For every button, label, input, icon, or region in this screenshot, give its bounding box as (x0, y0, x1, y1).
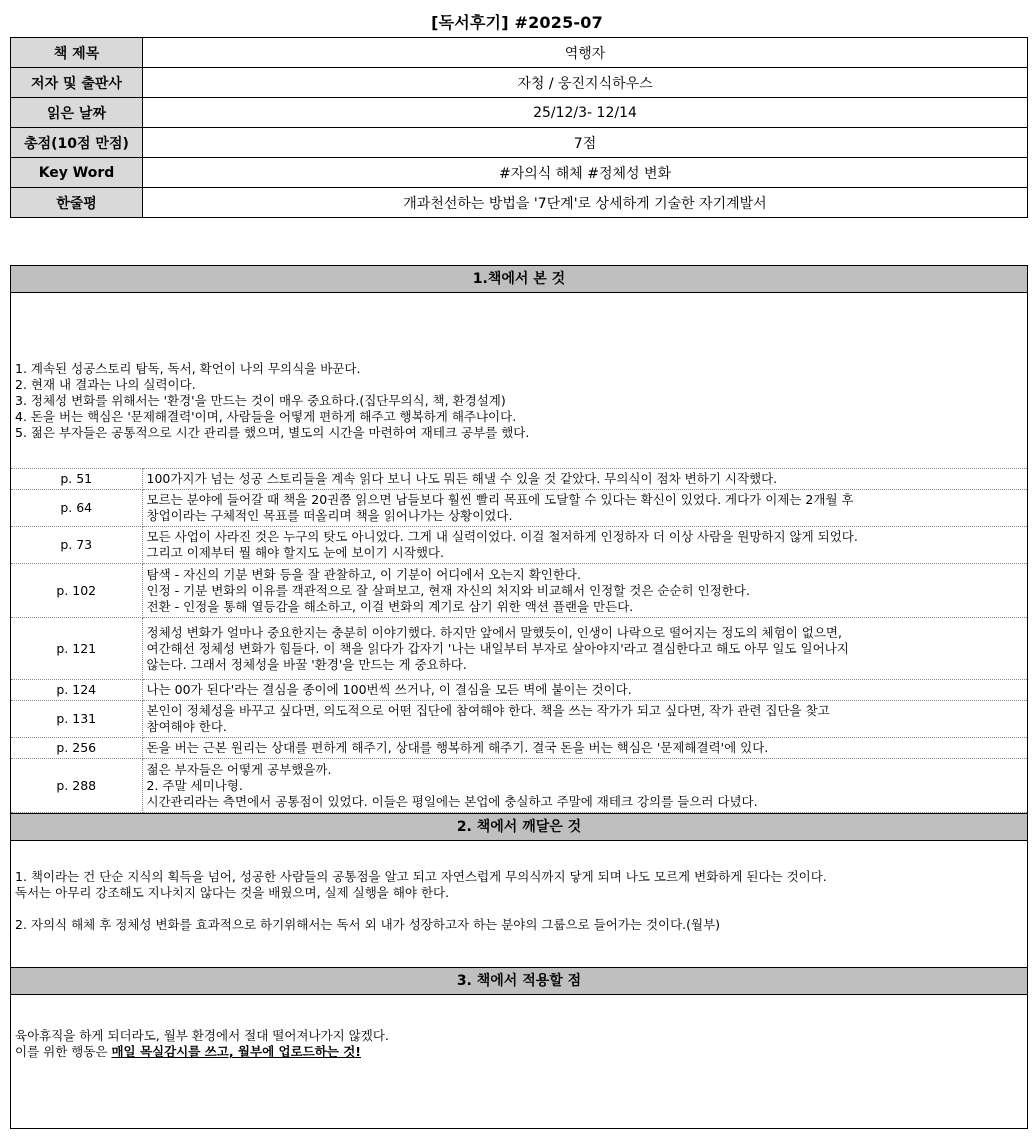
quote-line: 전환 - 인정을 통해 열등감을 해소하고, 이걸 변화의 계기로 삼기 위한 액션 플랜을 만든다. (146, 598, 634, 614)
quote-line: 시간관리라는 측면에서 공통점이 있었다. 이들은 평일에는 본업에 충실하고 주말에 재테크 강의를 들으러 다녔다. (146, 793, 758, 809)
review-body (10, 265, 1028, 1129)
quote-row (11, 618, 1027, 680)
quote-line: 모르는 분야에 들어갈 때 책을 20권쯤 읽으면 남들보다 훨씬 빨리 목표에 도달할 수 있다는 확신이 있었다. 게다가 이제는 2개월 후 (146, 492, 854, 507)
point-item: 4. 돈을 버는 핵심은 '문제해결력'이며, 사람들을 어떻게 편하게 해주고 행복하게 해주냐이다. (15, 409, 517, 424)
info-row (11, 188, 1028, 218)
quote-page: p. 102 (11, 564, 142, 618)
info-label: 읽은 날짜 (11, 98, 143, 128)
quote-text (142, 469, 1027, 490)
quote-page: p. 131 (11, 701, 142, 738)
point-item: 3. 정체성 변화를 위해서는 '환경'을 만드는 것이 매우 중요하다.(집단무의식, 책, 환경설계) (15, 393, 506, 408)
quote-line: 인정 - 기분 변화의 이유를 객관적으로 잘 살펴보고, 현재 자신의 처지와 비교해서 인정할 것은 순순히 인정한다. (146, 582, 750, 598)
info-value: 역행자 (143, 38, 1028, 68)
apply-line: 육아휴직을 하게 되더라도, 월부 환경에서 절대 떨어져나가지 않겠다. (15, 1028, 389, 1043)
info-label: 총점(10점 만점) (11, 128, 143, 158)
section2-body (11, 841, 1027, 967)
quote-line: 젊은 부자들은 어떻게 공부했을까. (146, 761, 332, 777)
info-row (11, 98, 1028, 128)
quote-row (11, 701, 1027, 738)
quote-page: p. 124 (11, 680, 142, 701)
quote-text (142, 701, 1027, 738)
insight-line (15, 901, 1023, 917)
point-item: 5. 젊은 부자들은 공통적으로 시간 관리를 했으며, 별도의 시간을 마련하여 재테크 공부를 했다. (15, 425, 530, 440)
info-value: 개과천선하는 방법을 '7단계'로 상세하게 기술한 자기계발서 (143, 188, 1028, 218)
page-title: [독서후기] #2025-07 (431, 13, 603, 32)
quote-line: 않는다. 그래서 정체성을 바꿀 '환경'을 만드는 게 중요하다. (146, 656, 467, 672)
section1-points (11, 293, 1027, 468)
book-info-table (10, 37, 1028, 218)
quote-row (11, 490, 1027, 527)
section3-heading: 3. 책에서 적용할 점 (11, 967, 1027, 995)
quote-line: 본인이 정체성을 바꾸고 싶다면, 의도적으로 어떤 집단에 참여해야 한다. 책을 쓰는 작가가 되고 싶다면, 작가 관련 집단을 찾고 (146, 703, 830, 718)
info-value: #자의식 해체 #정체성 변화 (143, 158, 1028, 188)
quote-text (142, 490, 1027, 527)
quote-row (11, 680, 1027, 701)
info-label: 한줄평 (11, 188, 143, 218)
quote-text (142, 680, 1027, 701)
quote-row (11, 564, 1027, 618)
quote-page: p. 121 (11, 618, 142, 680)
quote-row (11, 738, 1027, 759)
quote-line: 100가지가 넘는 성공 스토리들을 계속 읽다 보니 나도 뭐든 해낼 수 있을 것 같았다. 무의식이 점차 변하기 시작했다. (146, 471, 778, 486)
quote-text (142, 618, 1027, 680)
quotes-table (11, 468, 1027, 813)
quote-page: p. 73 (11, 527, 142, 564)
apply-emphasis: 매일 목실감시를 쓰고, 월부에 업로드하는 것! (111, 1044, 362, 1059)
quote-line: 창업이라는 구체적인 목표를 떠올리며 책을 읽어나가는 상황이었다. (146, 508, 513, 523)
quote-line: 정체성 변화가 얼마나 중요한지는 충분히 이야기했다. 하지만 앞에서 말했듯이, 인생이 나락으로 떨어지는 정도의 체험이 없으면, (146, 624, 842, 640)
quote-page: p. 256 (11, 738, 142, 759)
info-row (11, 38, 1028, 68)
quote-text (142, 738, 1027, 759)
insight-line: 독서는 아무리 강조해도 지나치지 않다는 것을 배웠으며, 실제 실행을 해야 한다. (15, 885, 450, 900)
info-label: 저자 및 출판사 (11, 68, 143, 98)
info-label: Key Word (11, 158, 143, 188)
quote-line: 그리고 이제부터 뭘 해야 할지도 눈에 보이기 시작했다. (146, 545, 444, 560)
quote-line: 탐색 - 자신의 기분 변화 등을 잘 관찰하고, 이 기분이 어디에서 오는지 확인한다. (146, 566, 581, 582)
point-item: 1. 계속된 성공스토리 탐독, 독서, 확언이 나의 무의식을 바꾼다. (15, 361, 361, 376)
quote-text (142, 759, 1027, 813)
quote-row (11, 469, 1027, 490)
quote-row (11, 759, 1027, 813)
insight-line: 2. 자의식 해체 후 정체성 변화를 효과적으로 하기위해서는 독서 외 내가 성장하고자 하는 분야의 그룹으로 들어가는 것이다.(월부) (15, 917, 721, 932)
quote-line: 돈을 버는 근본 원리는 상대를 편하게 해주기, 상대를 행복하게 해주기. 결국 돈을 버는 핵심은 '문제해결력'에 있다. (146, 740, 769, 755)
info-label: 책 제목 (11, 38, 143, 68)
info-row (11, 158, 1028, 188)
quote-line: 나는 00가 된다'라는 결심을 종이에 100번씩 쓰거나, 이 결심을 모든 벽에 붙이는 것이다. (146, 682, 632, 697)
info-row (11, 128, 1028, 158)
apply-prefix: 이를 위한 행동은 (15, 1044, 112, 1059)
apply-line (15, 1044, 1023, 1060)
quote-page: p. 51 (11, 469, 142, 490)
section3-body (11, 995, 1027, 1060)
info-row (11, 68, 1028, 98)
section1-heading: 1.책에서 본 것 (11, 266, 1027, 293)
info-value: 25/12/3- 12/14 (143, 98, 1028, 128)
section2-heading: 2. 책에서 깨달은 것 (11, 813, 1027, 841)
info-value: 자청 / 웅진지식하우스 (143, 68, 1028, 98)
quote-text (142, 527, 1027, 564)
quote-text (142, 564, 1027, 618)
quote-page: p. 288 (11, 759, 142, 813)
point-item: 2. 현재 내 결과는 나의 실력이다. (15, 377, 196, 392)
quote-row (11, 527, 1027, 564)
quote-line: 2. 주말 세미나형. (146, 777, 243, 793)
quote-line: 참여해야 한다. (146, 719, 227, 734)
quote-line: 모든 사업이 사라진 것은 누구의 탓도 아니었다. 그게 내 실력이었다. 이걸 철저하게 인정하자 더 이상 사람을 원망하지 않게 되었다. (146, 529, 858, 544)
info-value: 7점 (143, 128, 1028, 158)
quote-line: 여간해선 정체성 변화가 힘들다. 이 책을 읽다가 갑자기 '나는 내일부터 부자로 살아야지'라고 결심한다고 해도 아무 일도 일어나지 (146, 640, 849, 656)
quote-page: p. 64 (11, 490, 142, 527)
insight-line: 1. 책이라는 건 단순 지식의 획득을 넘어, 성공한 사람들의 공통점을 알고 되고 자연스럽게 무의식까지 닿게 되며 나도 모르게 변화하게 된다는 것이다. (15, 869, 827, 884)
